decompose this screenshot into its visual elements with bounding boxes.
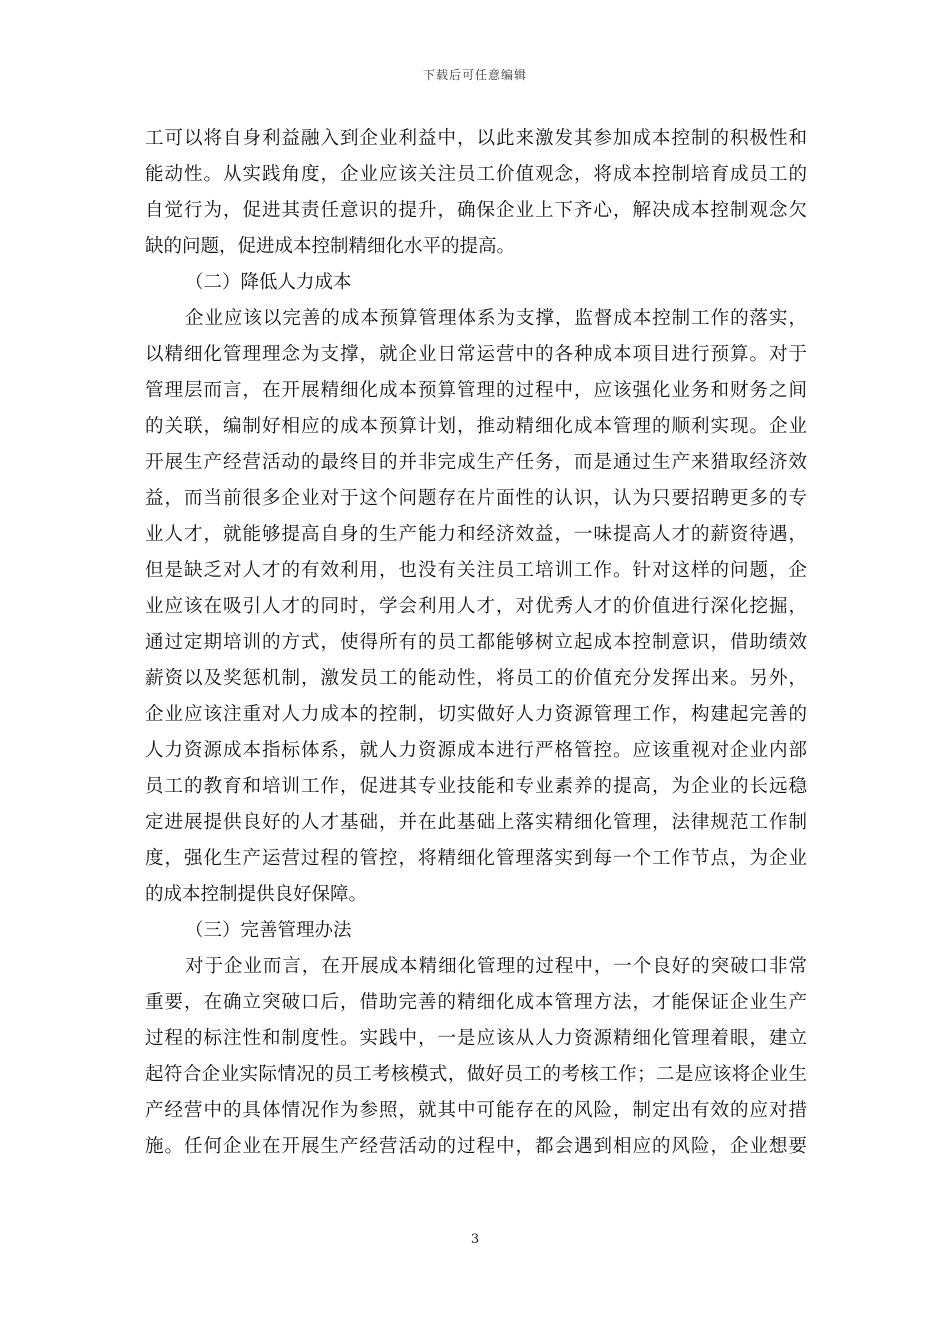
body-line: 但是缺乏对人才的有效利用，也没有关注员工培训工作。针对这样的问题，企	[145, 560, 807, 581]
body-line: 业应该在吸引人才的同时，学会利用人才，对优秀人才的价值进行深化挖掘，	[145, 596, 807, 617]
body-line: 业人才，就能够提高自身的生产能力和经济效益，一味提高人才的薪资待遇，	[145, 524, 807, 545]
body-line: 过程的标注性和制度性。实践中，一是应该从人力资源精细化管理着眼，建立	[145, 1028, 807, 1049]
body-line: 缺的问题，促进成本控制精细化水平的提高。	[145, 236, 516, 257]
body-line: 对于企业而言，在开展成本精细化管理的过程中，一个良好的突破口非常	[185, 956, 807, 977]
body-line: 企业应该注重对人力成本的控制，切实做好人力资源管理工作，构建起完善的	[145, 704, 807, 725]
body-line: 能动性。从实践角度，企业应该关注员工价值观念，将成本控制培育成员工的	[145, 164, 807, 185]
body-line: 的成本控制提供良好保障。	[145, 884, 368, 905]
body-line: 通过定期培训的方式，使得所有的员工都能够树立起成本控制意识，借助绩效	[145, 632, 807, 653]
body-line: 员工的教育和培训工作，促进其专业技能和专业素养的提高，为企业的长远稳	[145, 776, 807, 797]
body-line: 管理层而言，在开展精细化成本预算管理的过程中，应该强化业务和财务之间	[145, 380, 807, 401]
body-line: 益，而当前很多企业对于这个问题存在片面性的认识，认为只要招聘更多的专	[145, 488, 807, 509]
body-line: 施。任何企业在开展生产经营活动的过程中，都会遇到相应的风险，企业想要	[145, 1136, 807, 1157]
body-line: 产经营中的具体情况作为参照，就其中可能存在的风险，制定出有效的应对措	[145, 1100, 807, 1121]
body-line: 人力资源成本指标体系，就人力资源成本进行严格管控。应该重视对企业内部	[145, 740, 807, 761]
page-header: 下载后可任意编辑	[422, 68, 527, 82]
page-number: 3	[470, 1232, 480, 1247]
body-line: 起符合企业实际情况的员工考核模式，做好员工的考核工作；二是应该将企业生	[145, 1064, 807, 1085]
section-heading: （二）降低人力成本	[185, 272, 352, 293]
body-line: 开展生产经营活动的最终目的并非完成生产任务，而是通过生产来猎取经济效	[145, 452, 807, 473]
body-line: 度，强化生产运营过程的管控，将精细化管理落实到每一个工作节点，为企业	[145, 848, 807, 869]
body-line: 薪资以及奖惩机制，激发员工的能动性，将员工的价值充分发挥出来。另外，	[145, 668, 807, 689]
document-body	[145, 121, 807, 1165]
body-line: 重要，在确立突破口后，借助完善的精细化成本管理方法，才能保证企业生产	[145, 992, 807, 1013]
body-line: 自觉行为，促进其责任意识的提升，确保企业上下齐心，解决成本控制观念欠	[145, 200, 807, 221]
body-line: 工可以将自身利益融入到企业利益中，以此来激发其参加成本控制的积极性和	[145, 128, 807, 149]
body-line: 企业应该以完善的成本预算管理体系为支撑，监督成本控制工作的落实，	[185, 308, 807, 329]
section-heading: （三）完善管理办法	[185, 920, 352, 941]
body-line: 的关联，编制好相应的成本预算计划，推动精细化成本管理的顺利实现。企业	[145, 416, 807, 437]
body-line: 以精细化管理理念为支撑，就企业日常运营中的各种成本项目进行预算。对于	[145, 344, 807, 365]
body-line: 定进展提供良好的人才基础，并在此基础上落实精细化管理，法律规范工作制	[145, 812, 807, 833]
